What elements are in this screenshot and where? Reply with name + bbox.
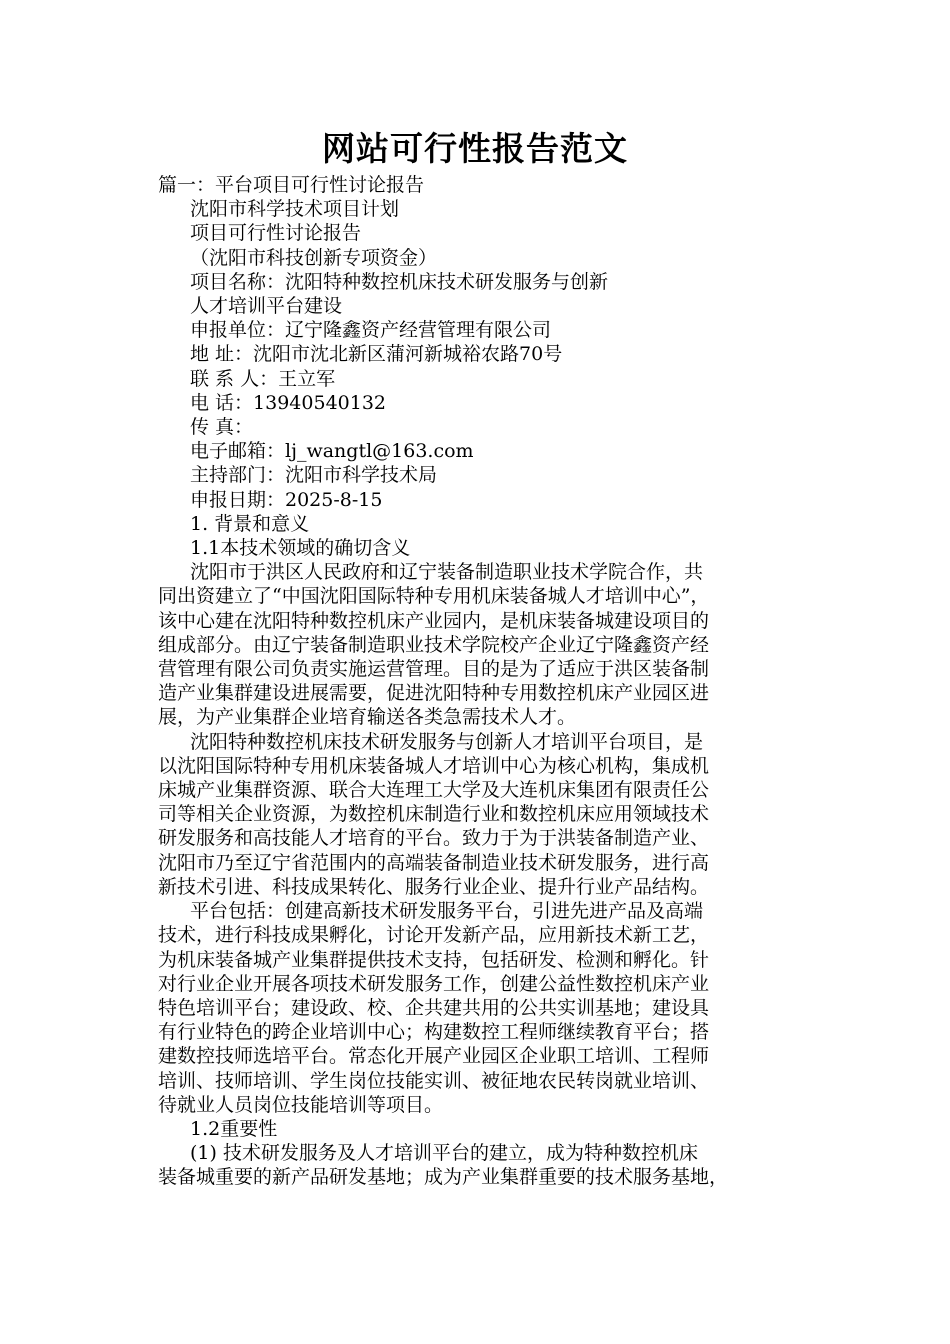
paragraph-line: 造产业集群建设进展需要，促进沈阳特种专用数控机床产业园区进 — [158, 682, 710, 705]
paragraph-line: 新技术引进、科技成果转化、服务行业企业、提升行业产品结构。 — [158, 875, 710, 898]
paragraph-line: 司等相关企业资源，为数控机床制造行业和数控机床应用领域技术 — [158, 803, 710, 826]
paragraph-line: 待就业人员岗位技能培训等项目。 — [158, 1093, 444, 1116]
project-name-line: 项目名称：沈阳特种数控机床技术研发服务与创新 — [190, 270, 609, 293]
project-name-line: 人才培训平台建设 — [190, 295, 343, 318]
heading-line: 项目可行性讨论报告 — [190, 222, 362, 245]
document-body — [158, 173, 818, 1190]
paragraph-line: 沈阳特种数控机床技术研发服务与创新人才培训平台项目，是 — [190, 730, 704, 753]
phone-line: 电 话：13940540132 — [190, 391, 387, 414]
subsection-heading: 1.1本技术领域的确切含义 — [190, 537, 411, 560]
paragraph-line: 为机床装备城产业集群提供技术支持，包括研发、检测和孵化。针 — [158, 948, 710, 971]
paragraph-line: 沈阳市乃至辽宁省范围内的高端装备制造业技术研发服务，进行高 — [158, 851, 710, 874]
document-title: 网站可行性报告范文 — [322, 129, 628, 168]
paragraph-line: 培训、技师培训、学生岗位技能实训、被征地农民转岗就业培训、 — [158, 1069, 710, 1092]
date-line: 申报日期：2025-8-15 — [190, 488, 383, 511]
paragraph-line: 展，为产业集群企业培育输送各类急需技术人才。 — [158, 706, 577, 729]
paragraph-line: 营管理有限公司负责实施运营管理。目的是为了适应于洪区装备制 — [158, 658, 710, 681]
paragraph-line: 床城产业集群资源、联合大连理工大学及大连机床集团有限责任公 — [158, 779, 710, 802]
fax-line: 传 真： — [190, 416, 254, 439]
paragraph-line: 该中心建在沈阳特种数控机床产业园内，是机床装备城建设项目的 — [158, 609, 710, 632]
paragraph-line: (1) 技术研发服务及人才培训平台的建立，成为特种数控机床 — [190, 1142, 698, 1165]
heading-line: 篇一：平台项目可行性讨论报告 — [158, 174, 425, 196]
paragraph-line: 对行业企业开展各项技术研发服务工作，创建公益性数控机床产业 — [158, 972, 710, 995]
paragraph-line: 组成部分。由辽宁装备制造职业技术学院校产企业辽宁隆鑫资产经 — [158, 633, 710, 656]
section-heading: 1. 背景和意义 — [190, 512, 310, 535]
applicant-line: 申报单位：辽宁隆鑫资产经营管理有限公司 — [190, 319, 552, 342]
paragraph-line: 以沈阳国际特种专用机床装备城人才培训中心为核心机构，集成机 — [158, 754, 710, 777]
contact-line: 联 系 人：王立军 — [190, 367, 336, 390]
paragraph-line: 特色培训平台；建设政、校、企共建共用的公共实训基地；建设具 — [158, 996, 710, 1019]
paragraph-line: 技术，进行科技成果孵化，讨论开发新产品，应用新技术新工艺， — [158, 924, 710, 947]
paragraph-line: 装备城重要的新产品研发基地；成为产业集群重要的技术服务基地， — [158, 1166, 729, 1189]
paragraph-line: 沈阳市于洪区人民政府和辽宁装备制造职业技术学院合作，共 — [190, 561, 704, 584]
heading-line: 沈阳市科学技术项目计划 — [190, 198, 400, 221]
email-line: 电子邮箱：lj_wangtl@163.com — [190, 440, 474, 463]
heading-line: （沈阳市科技创新专项资金） — [190, 246, 438, 269]
address-line: 地 址：沈阳市沈北新区蒲河新城裕农路70号 — [190, 343, 563, 366]
department-line: 主持部门：沈阳市科学技术局 — [190, 464, 438, 487]
paragraph-line: 建数控技师选培平台。常态化开展产业园区企业职工培训、工程师 — [158, 1045, 710, 1068]
paragraph-line: 同出资建立了“中国沈阳国际特种专用机床装备城人才培训中心”， — [158, 585, 710, 608]
subsection-heading: 1.2重要性 — [190, 1117, 278, 1140]
paragraph-line: 平台包括：创建高新技术研发服务平台，引进先进产品及高端 — [190, 900, 704, 923]
paragraph-line: 有行业特色的跨企业培训中心；构建数控工程师继续教育平台；搭 — [158, 1021, 710, 1044]
paragraph-line: 研发服务和高技能人才培育的平台。致力于为于洪装备制造产业、 — [158, 827, 710, 850]
